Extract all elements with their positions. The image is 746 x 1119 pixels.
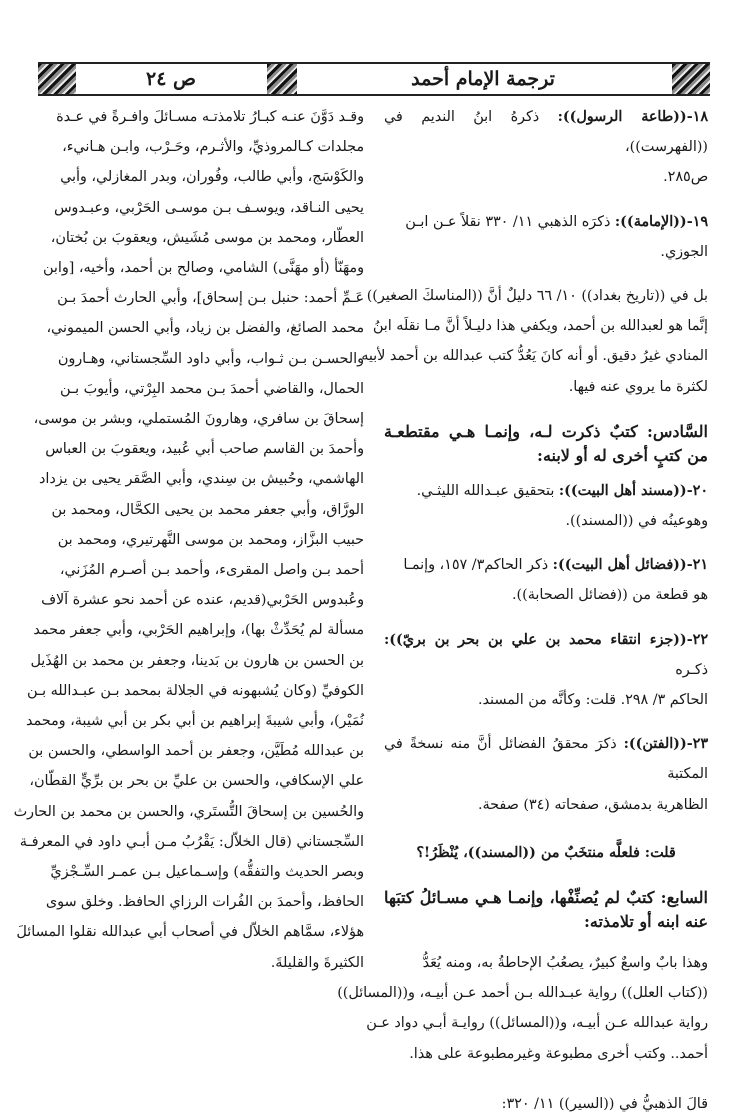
entry-23 (384, 729, 708, 820)
entry-continuation: الظاهرية بدمشق، صفحاته (٣٤) صفحة. (477, 796, 708, 813)
text-line: مجلدات كـالمروذيِّ، والأثـرم، وحَـرْب، وابـن هـانيء، (62, 139, 364, 156)
text-line: الكثيرةَ والقليلةَ. (270, 954, 364, 971)
text-line: هؤلاء، سمَّاهم الخلاّل في أصحاب أبي عبدالله نقلوا المسائلَ (16, 924, 364, 941)
text-line: والكَوْسَج، وأبي طالب، وفُوران، وبدر المغازلي، وأبي (60, 169, 364, 186)
entry-number: ١٩- (686, 213, 708, 230)
entry-title: ((الإمامة)): (614, 213, 687, 230)
text-line: الورَّاق، وأبي جعفر محمد بن يحيى الكحَّال، ومحمد بن (51, 501, 364, 518)
section-heading-seventh: السابع: كتبٌ لم يُصنِّفْها، وإنمـا هـي مسـائلُ كتبَها عنه ابنه أو تلامذته: (384, 888, 708, 932)
text-line: بل في ((تاريخ بغداد)) ١٠/ ٦٦ دليلٌ أنَّ ((المناسكَ الصغير)) (366, 288, 708, 305)
commentary-paragraph (361, 281, 708, 402)
left-column (13, 102, 364, 978)
text-line: الحافظ، وأحمدَ بن الفُرات الرزاي الحافظ. وخلق سوى (45, 894, 364, 911)
editor-note: قلت: فلعلَّه منتخَبٌ من ((المسند))، يُنْظَرُ!؟ (416, 844, 676, 861)
entry-continuation: الجوزي. (660, 243, 708, 260)
text-line: بن عبدالله مُطَيَّن، وجعفر بن أحمد الواسطي، والحسن بن (28, 743, 364, 760)
text-line: أحمد.. وكتب أخرى مطبوعة وغيرمطبوعة على هذا. (409, 1045, 708, 1062)
entry-21 (384, 550, 708, 610)
entry-title: ((مسند أهل البيت)): (558, 482, 687, 499)
entry-number: ٢٣- (686, 736, 708, 753)
text-line: وقـد دَوَّنَ عنـه كبـارُ تلامذتـه مسـائلَ وافـرةً في عـدة (56, 109, 364, 125)
text-line: الكوفيِّ (وكان يُشبهونه في الجلالة بمحمد بـن عبـدالله بـن (27, 682, 364, 699)
text-line: علي الإسكافي، والحسن بن عليِّ بن بحر بن برِّيٍّ القطّان، (29, 773, 364, 790)
entry-number: ٢٠- (686, 482, 708, 499)
text-line: محمد الصائغ، والفضل بن زياد، وأبي الحسن الميموني، (46, 320, 364, 337)
entry-text: ذكر الحاكم٣/ ١٥٧، وإنمـا (403, 557, 549, 574)
closing-quote-line: قالَ الذهبيُّ في ((السير)) ١١/ ٣٢٠: (501, 1095, 708, 1112)
entry-title: ((الفتن)): (623, 736, 687, 753)
header-ornament-right (672, 64, 710, 94)
seventh-paragraph (337, 948, 708, 1069)
text-line: رواية عبدالله عـن أبيـه، و((المسائل)) روايـة أبـي دواد عـن (366, 1015, 708, 1032)
text-line: وبصر الحديث والتفقُّه) وإسـماعيل بـن عمـر السِّـجْزيِّ (50, 864, 364, 881)
entry-number: ٢١- (686, 557, 708, 574)
entry-title: ((فضائل أهل البيت)): (552, 557, 687, 574)
text-line: إنَّما هو لعبدالله بن أحمد، ويكفي هذا دليـلاً أنَّ مـا نقلَه ابنُ (372, 318, 708, 335)
header-ornament-middle (267, 64, 297, 94)
text-line: السِّجستاني (قال الخلاّل: يَقْرُبُ مـن أبـي داود في المعرفـة (19, 833, 364, 850)
text-line: مسألة لم يُحَدِّثْ بها)، وإبراهيم الحَرْبي، وأبي جعفر محمد (33, 622, 364, 639)
page-header (38, 62, 710, 96)
text-line: لكثرة ما يروي عنه فيها. (568, 378, 708, 395)
text-line: بن الحسن بن هارون بن بَدينا، وجعفر بن محمد بن الهُذَيل (30, 652, 364, 669)
entry-continuation: هو قطعة من ((فضائل الصحابة)). (512, 587, 708, 604)
text-line: ومهَنّأ (أو مهَنَّى) الشامي، وصالح بن أحمد، وأخيه، [وابن (43, 260, 364, 277)
entry-text: ذكرَ محققُ الفضائل أنَّ منه نسخةً في المكتبة (384, 736, 708, 783)
text-line: يحيى النـاقد، ويوسـف بـن موسـى الحَرْبي، وعبـدوس (53, 199, 364, 216)
entry-20 (384, 476, 708, 536)
entry-19 (384, 207, 708, 267)
entry-continuation: ص٢٨٥. (663, 169, 708, 186)
entry-number: ١٨- (686, 109, 708, 125)
text-line: حبيب البزَّاز، ومحمد بن موسى النَّهرتيري، ومحمد بن (57, 531, 364, 548)
entry-continuation: الحاكم ٣/ ٢٩٨. قلت: وكأنَّه من المسند. (478, 692, 708, 709)
entry-title: ((جزء انتقاء محمد بن علي بن بحر بن بريّ)): (384, 631, 687, 648)
entry-text: ذكرهُ ابنُ النديم في ((الفهرست))، (384, 109, 708, 156)
text-line: إسحاقَ بن سافري، وهارونَ المُستملي، وبشر بن موسى، (33, 411, 364, 428)
text-line: نُمَيْر)، وأبي شيبةَ إبراهيم بن أبي بكر بن أبي شيبة، ومحمد (26, 713, 364, 730)
text-line: أحمد بـن واصل المقرىء، وأحمد بـن أصـرم المُزَني، (59, 562, 364, 579)
text-line: ((كتاب العلل)) رواية عبـدالله بـن أحمد عـن أبيـه، و((المسائل)) (337, 985, 708, 1002)
entry-text: بتحقيق عبـدالله الليثـي. (416, 482, 555, 499)
text-line: العطّار، ومحمد بن موسى مُشَيش، ويعقوبَ بن بُختان، (50, 229, 364, 246)
section-heading-sixth: السَّادس: كتبٌ ذكرت لـه، وإنمـا هـي مقتطعـة من كتبٍ أخرى له أو لابنه: (384, 421, 708, 465)
entry-text: ذكـره (675, 661, 708, 678)
text-line: الحمال، والقاضي أحمدَ بـن محمد البِرْتي، وأيوبَ بـن (60, 380, 364, 397)
entry-text: ذكرَه الذهبي ١١/ ٣٣٠ نقلاً عـن ابـن (405, 213, 611, 230)
text-line: وهذا بابٌ واسعٌ كبيرٌ، يصعُبُ الإحاطةُ به، ومنه يُعَدُّ (422, 955, 708, 972)
right-column (337, 102, 708, 1119)
header-ornament-left (38, 64, 76, 94)
text-line: والحُسين بن إسحاقَ التُّستَري، والحسن بن محمد بن الحارث (13, 803, 364, 820)
text-line: وأحمدَ بن القاسم صاحب أبي عُبيد، ويعقوبَ بن العباس (45, 441, 364, 458)
entry-number: ٢٢- (686, 631, 708, 648)
entry-22 (384, 625, 708, 716)
text-line: عَـمِّ أحمد: حنبل بـن إسحاق]، وأبي الحارث أحمدَ بـن (57, 290, 364, 307)
entry-continuation: وهوعينُه في ((المسند)). (565, 513, 708, 530)
text-line: والحسـن بـن ثـواب، وأبي داود السِّجستاني، وهـارون (57, 350, 364, 367)
text-line: المنادي غيرُ دقيق. أو أنه كانَ يَعُدُّ كتب عبدالله بن أحمد لأبيه (361, 348, 708, 365)
text-line: وعُبدوس الحَرْبي(قديم، عنده عن أحمد نحو عشرة آلاف (41, 592, 364, 609)
entry-18 (384, 102, 708, 193)
text-line: الهاشمي، وحُبيش بن سِندي، وأبي الصَّقر يحيى بن يزداد (39, 471, 364, 488)
book-title: ترجمة الإمام أحمد (411, 68, 555, 90)
entry-title: ((طاعة الرسول)): (557, 109, 687, 125)
page-number: ص ٢٤ (145, 68, 196, 90)
